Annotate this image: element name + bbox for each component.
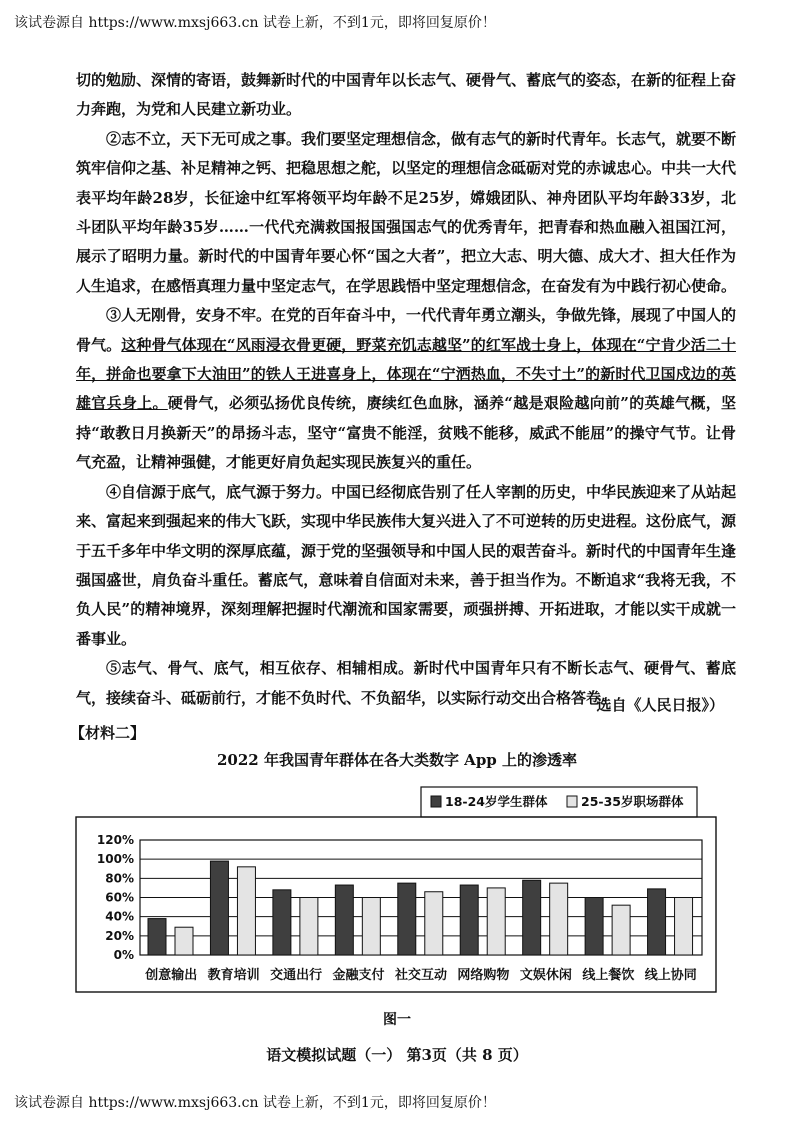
bar-workers — [425, 892, 443, 955]
page-footer: 语文模拟试题（一） 第3页（共 8 页） — [266, 1046, 528, 1064]
bar-workers — [175, 927, 193, 955]
y-tick-label: 120% — [96, 833, 134, 847]
bar-students — [210, 861, 228, 955]
bar-workers — [550, 883, 568, 955]
bar-students — [398, 883, 416, 955]
material-two-label: 【材料二】 — [70, 724, 146, 742]
chart-frame — [76, 817, 716, 992]
x-category-label: 创意输出 — [145, 968, 198, 983]
bar-workers — [675, 898, 693, 956]
paragraph-5: ⑤志气、骨气、底气，相互依存、相辅相成。新时代中国青年只有不断长志气、硬骨气、蓄底气，接续奋斗、砥砺前行，才能不负时代、不负韶华，以实际行动交出合格答卷。 — [76, 659, 736, 707]
legend-label-workers: 25-35岁职场群体 — [581, 794, 684, 809]
paragraph-3-tail: 硬骨气，必须弘扬优良传统，赓续红色血脉，涵养“越是艰险越向前”的英雄气概，坚持“敢教日月换新天”的昂扬斗志，坚守“富贵不能淫，贫贱不能移，威武不能屈”的操守气节。让骨气充盈，让精神强健，才能更好肩负起实现民族复兴的重任。 — [76, 394, 736, 472]
underlined-sentence: 这种骨气体现在“风雨浸衣骨更硬，野菜充饥志越坚”的红军战士身上，体现在“宁肯少活二十年，拼命也要拿下大油田”的铁人王进喜身上，体现在“宁洒热血，不失寸土”的新时代卫国戍边的英雄官兵身上。 — [76, 335, 736, 413]
paragraph-1: 切的勉励、深情的寄语，鼓舞新时代的中国青年以长志气、硬骨气、蓄底气的姿态，在新的征程上奋力奔跑，为党和人民建立新功业。 — [76, 71, 737, 119]
x-category-label: 教育培训 — [207, 968, 260, 983]
bar-workers — [300, 898, 318, 956]
x-category-label: 线上协同 — [644, 968, 697, 983]
chart-title: 2022 年我国青年群体在各大类数字 App 上的渗透率 — [216, 751, 578, 769]
y-tick-label: 40% — [105, 909, 134, 924]
bar-workers — [362, 898, 380, 956]
y-tick-label: 60% — [105, 890, 134, 905]
y-tick-label: 0% — [113, 948, 134, 962]
bar-workers — [237, 867, 255, 955]
x-category-label: 社交互动 — [394, 968, 448, 983]
promo-banner-bottom: 该试卷源自 https://www.mxsj663.cn 试卷上新，不到1元，即将回复原价！ — [14, 1095, 496, 1111]
paragraph-3-lead: ③人无刚骨，安身不牢。在党的百年奋斗中，一代代青年勇立潮头，争做先锋，展现了中国人的骨气。 — [76, 306, 737, 354]
bar-workers — [487, 888, 505, 955]
bar-students — [523, 880, 541, 955]
figure-label: 图一 — [383, 1012, 411, 1028]
y-tick-label: 20% — [105, 928, 134, 943]
y-tick-label: 100% — [96, 852, 134, 867]
bar-students — [148, 919, 166, 955]
bar-students — [273, 890, 291, 955]
x-category-label: 线上餐饮 — [582, 968, 635, 983]
legend-swatch-students — [431, 796, 441, 807]
bar-students — [460, 885, 478, 955]
legend-label-students: 18-24岁学生群体 — [445, 794, 548, 809]
source-citation: 选自《人民日报》） — [596, 696, 724, 714]
promo-banner-top: 该试卷源自 https://www.mxsj663.cn 试卷上新，不到1元，即将回复原价！ — [14, 15, 496, 31]
x-category-label: 交通出行 — [270, 968, 323, 983]
paragraph-2: ②志不立，天下无可成之事。我们要坚定理想信念，做有志气的新时代青年。长志气，就要不断筑牢信仰之基、补足精神之钙、把稳思想之舵，以坚定的理想信念砥砺对党的赤诚忠心。中共一大代表平均年龄28岁，长征途中红军将领平均年龄不足25岁，嫦娥团队、神舟团队平均年龄33岁，北斗团队平均年龄35岁……一代代充满救国报国强国志气的优秀青年，把青春和热血融入祖国江河，展示了昭明力量。新时代的中国青年要心怀“国之大者”，把立大志、明大德、成大才、担大任作为人生追求，在感悟真理力量中坚定志气，在学思践悟中坚定理想信念，在奋发有为中践行初心使命。 — [76, 129, 737, 295]
legend-swatch-workers — [567, 796, 577, 807]
paragraph-4: ④自信源于底气，底气源于努力。中国已经彻底告别了任人宰割的历史，中华民族迎来了从站起来、富起来到强起来的伟大飞跃，实现中华民族伟大复兴进入了不可逆转的历史进程。这份底气，源于五千多年中华文明的深厚底蕴，源于党的坚强领导和中国人民的艰苦奋斗。新时代的中国青年生逢强国盛世，肩负奋斗重任。蓄底气，意味着自信面对未来，善于担当作为。不断追求“我将无我，不负人民”的精神境界，深刻理解把握时代潮流和国家需要，顽强拼搏、开拓进取，才能以实干成就一番事业。 — [76, 482, 737, 648]
bar-workers — [612, 905, 630, 955]
y-tick-label: 80% — [105, 871, 134, 886]
x-category-label: 网络购物 — [457, 968, 510, 983]
plot-area — [97, 833, 702, 983]
bar-students — [585, 898, 603, 956]
bar-students — [648, 889, 666, 955]
x-category-label: 金融支付 — [332, 968, 385, 983]
x-category-label: 文娱休闲 — [519, 968, 572, 983]
bar-students — [335, 885, 353, 955]
